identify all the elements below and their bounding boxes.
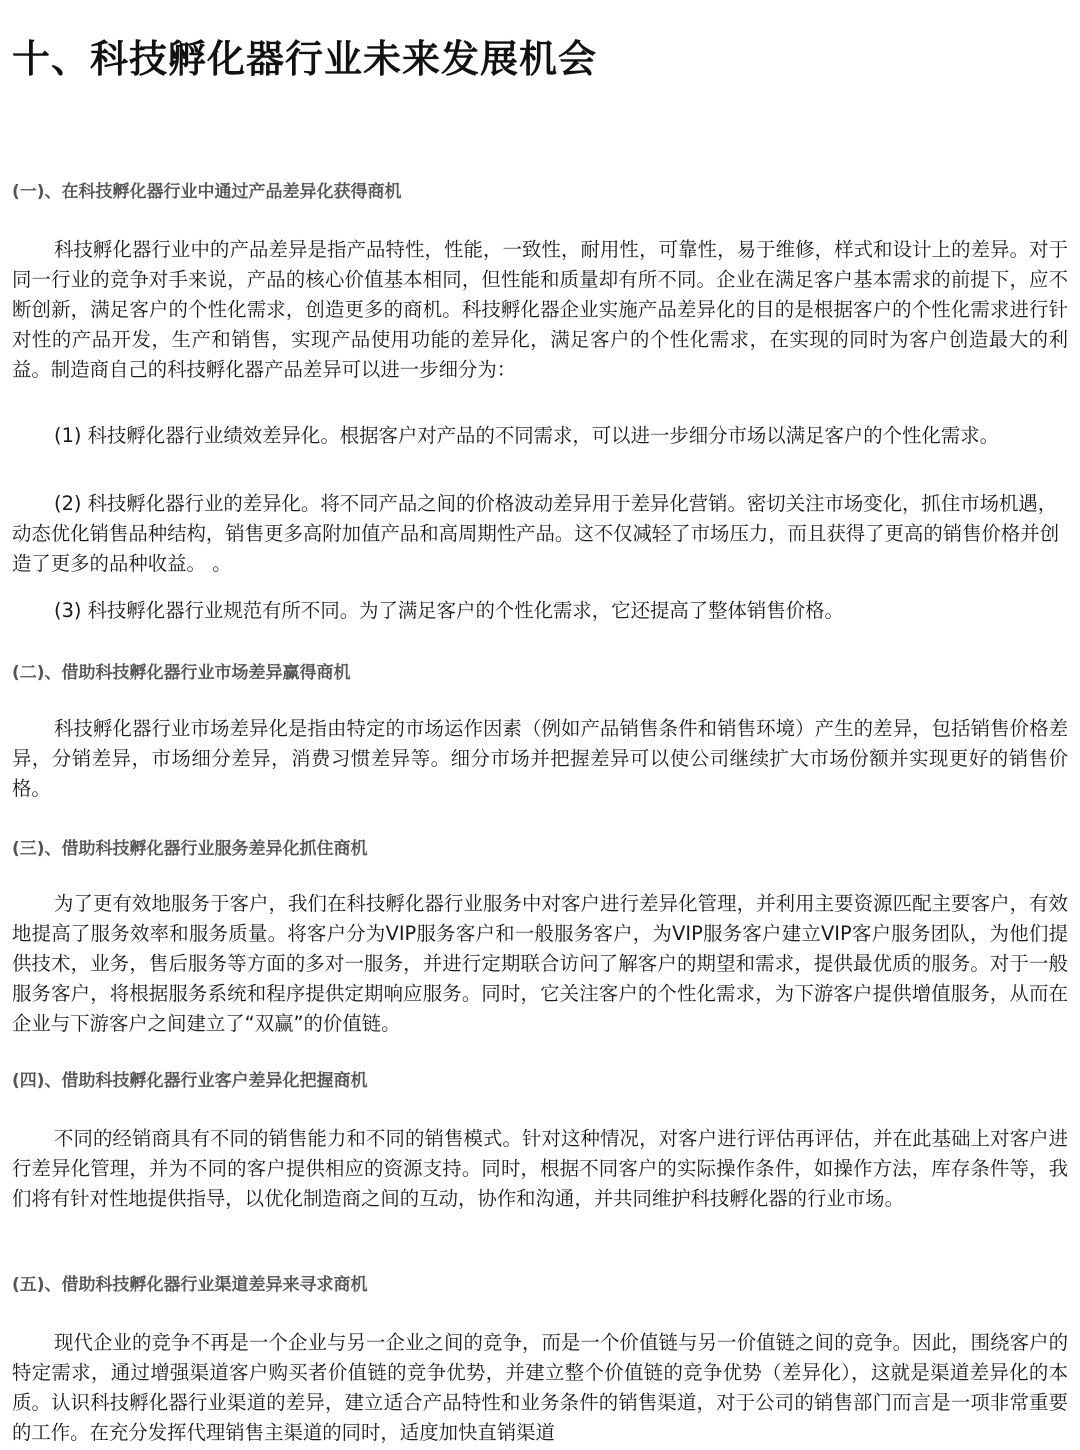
page-title: 十、科技孵化器行业未来发展机会 [12, 37, 598, 81]
section-4-paragraph: 不同的经销商具有不同的销售能力和不同的销售模式。针对这种情况，对客户进行评估再评估，并在此基础上对客户进行差异化管理，并为不同的客户提供相应的资源支持。同时，根据不同客户的实际操作条件，如操作方法，库存条件等，我们将有针对性地提供指导，以优化制造商之间的互动，协作和沟通，并共同维护科技孵化器的行业市场。 [12, 1127, 1068, 1210]
section-heading-1: (一)、在科技孵化器行业中通过产品差异化获得商机 [12, 182, 402, 202]
section-heading-4: (四)、借助科技孵化器行业客户差异化把握商机 [12, 1071, 368, 1091]
section-heading-3: (三)、借助科技孵化器行业服务差异化抓住商机 [12, 839, 368, 859]
section-heading-5: (五)、借助科技孵化器行业渠道差异来寻求商机 [12, 1275, 368, 1295]
section-1-item-3: (3) 科技孵化器行业规范有所不同。为了满足客户的个性化需求，它还提高了整体销售价格。 [54, 599, 844, 622]
section-1-item-1: (1) 科技孵化器行业绩效差异化。根据客户对产品的不同需求，可以进一步细分市场以满足客户的个性化需求。 [54, 424, 999, 447]
section-heading-2: (二)、借助科技孵化器行业市场差异赢得商机 [12, 663, 351, 683]
section-1-item-2: (2) 科技孵化器行业的差异化。将不同产品之间的价格波动差异用于差异化营销。密切关注市场变化，抓住市场机遇，动态优化销售品种结构，销售更多高附加值产品和高周期性产品。这不仅减轻了市场压力，而且获得了更高的销售价格并创造了更多的品种收益。 。 [12, 492, 1060, 575]
section-5-paragraph: 现代企业的竞争不再是一个企业与另一企业之间的竞争，而是一个价值链与另一价值链之间的竞争。因此，围绕客户的特定需求，通过增强渠道客户购买者价值链的竞争优势，并建立整个价值链的竞争优势（差异化），这就是渠道差异化的本质。认识科技孵化器行业渠道的差异，建立适合产品特性和业务条件的销售渠道，对于公司的销售部门而言是一项非常重要的工作。在充分发挥代理销售主渠道的同时，适度加快直销渠道 [12, 1331, 1068, 1444]
section-3-paragraph: 为了更有效地服务于客户，我们在科技孵化器行业服务中对客户进行差异化管理，并利用主要资源匹配主要客户，有效地提高了服务效率和服务质量。将客户分为VIP服务客户和一般服务客户，为VIP服务客户建立VIP客户服务团队，为他们提供技术，业务，售后服务等方面的多对一服务，并进行定期联合访问了解客户的期望和需求，提供最优质的服务。对于一般服务客户，将根据服务系统和程序提供定期响应服务。同时，它关注客户的个性化需求，为下游客户提供增值服务，从而在企业与下游客户之间建立了“双赢”的价值链。 [12, 892, 1068, 1035]
section-1-intro-paragraph: 科技孵化器行业中的产品差异是指产品特性，性能，一致性，耐用性，可靠性，易于维修，样式和设计上的差异。对于同一行业的竞争对手来说，产品的核心价值基本相同，但性能和质量却有所不同。企业在满足客户基本需求的前提下，应不断创新，满足客户的个性化需求，创造更多的商机。科技孵化器企业实施产品差异化的目的是根据客户的个性化需求进行针对性的产品开发，生产和销售，实现产品使用功能的差异化，满足客户的个性化需求，在实现的同时为客户创造最大的利益。制造商自己的科技孵化器产品差异可以进一步细分为： [12, 238, 1068, 381]
section-2-paragraph: 科技孵化器行业市场差异化是指由特定的市场运作因素（例如产品销售条件和销售环境）产生的差异，包括销售价格差异，分销差异，市场细分差异，消费习惯差异等。细分市场并把握差异可以使公司继续扩大市场份额并实现更好的销售价格。 [12, 717, 1068, 800]
